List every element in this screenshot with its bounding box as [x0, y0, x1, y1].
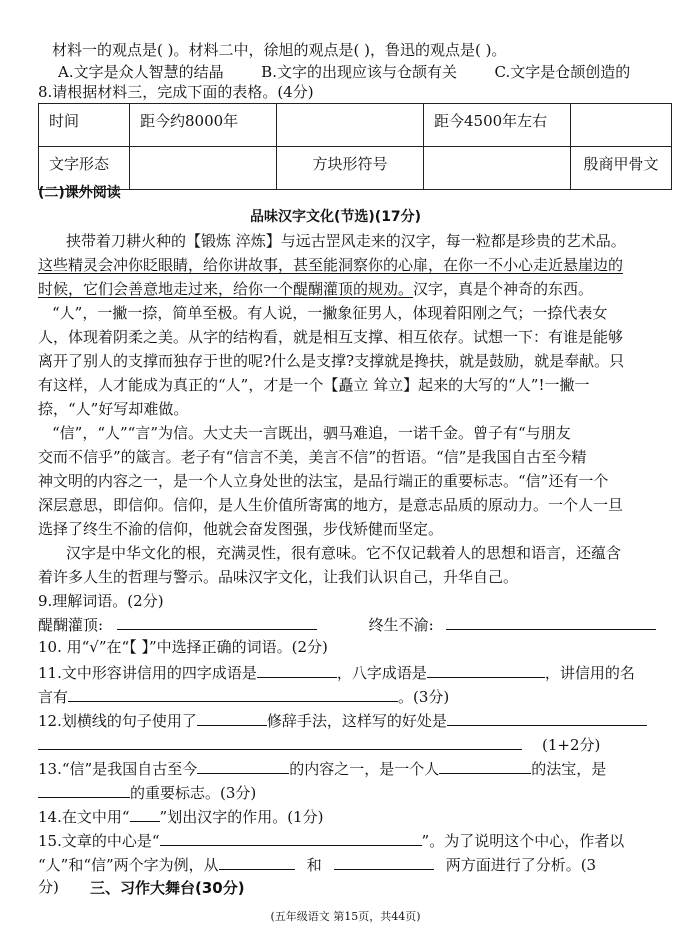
answer-blank[interactable] — [219, 853, 295, 870]
question-text: 的重要标志。(3分) — [130, 784, 257, 802]
table-row — [39, 104, 672, 147]
section-heading: (二)课外阅读 — [38, 185, 121, 201]
paragraph-line: 交而不信乎”的箴言。老子有“信言不美，美言不信”的哲语。“信”是我国自古至今精 — [38, 448, 587, 466]
table-cell: 距今约8000年 — [130, 104, 277, 147]
question-text: 修辞手法，这样写的好处是 — [266, 712, 447, 730]
q8-prompt: 8.请根据材料三，完成下面的表格。(4分) — [38, 83, 314, 101]
word-label: 醍醐灌顶: — [38, 616, 104, 634]
q15-line1 — [38, 829, 624, 851]
paragraph-line: 有这样，人才能成为真正的“人”，才是一个【矗立 耸立】起来的大写的“人”!一撇一 — [38, 376, 590, 394]
paragraph-line: 神文明的内容之一，是一个人立身处世的法宝，是品行端正的重要标志。“信”还有一个 — [38, 472, 609, 490]
article-title: 品味汉字文化(节选)(17分) — [250, 209, 422, 225]
table-cell: 时间 — [39, 104, 130, 147]
paragraph-line: 挟带着刀耕火种的【锻炼 淬炼】与远古罡风走来的汉字，每一粒都是珍贵的艺术品。 — [66, 232, 626, 250]
answer-blank[interactable] — [446, 613, 656, 630]
answer-blank[interactable] — [160, 829, 422, 846]
q13-line1 — [38, 757, 606, 779]
q7-options — [58, 62, 678, 82]
answer-blank[interactable] — [68, 685, 398, 702]
word-label: 终生不渝: — [368, 616, 434, 634]
table-row — [39, 147, 672, 190]
question-text: 13.“信”是我国自古至今 — [38, 760, 198, 778]
table-cell[interactable] — [130, 147, 277, 190]
paragraph-line: 捺，“人”好写却难做。 — [38, 400, 189, 418]
paragraph-line: 离开了别人的支撑而独存于世的呢?什么是支撑?支撑就是搀扶，就是鼓励，就是奉献。只 — [38, 352, 625, 370]
table-cell[interactable] — [424, 147, 571, 190]
score-label: (1+2分) — [542, 736, 601, 754]
question-text: 14.在文中用“ — [38, 808, 130, 826]
section-heading: 三、习作大舞台(30分) — [90, 879, 245, 897]
table-cell: 距今4500年左右 — [424, 104, 571, 147]
paragraph-line: 汉字是中华文化的根，充满灵性，很有意味。它不仅记载着人的思想和语言，还蕴含 — [66, 544, 622, 562]
table-cell: 文字形态 — [39, 147, 130, 190]
sentence: 汉字，真是个神奇的东西。 — [413, 280, 594, 298]
q12-line1 — [38, 709, 647, 731]
answer-blank[interactable] — [117, 613, 317, 630]
paragraph-line: 人，体现着阴柔之美。从字的结构看，就是相互支撑、相互依存。试想一下：有谁是能够 — [38, 328, 624, 346]
question-text: 。(3分) — [398, 688, 450, 706]
q14-line — [38, 805, 323, 827]
question-text: 和 — [306, 856, 322, 874]
question-text: ，讲信用的名 — [544, 664, 635, 682]
q9-prompt: 9.理解词语。(2分) — [38, 592, 164, 610]
q8-table — [38, 103, 672, 190]
question-text: ”。为了说明这个中心，作者以 — [421, 832, 625, 850]
answer-blank[interactable] — [447, 709, 647, 726]
table-cell[interactable] — [277, 104, 424, 147]
question-text: 12.划横线的句子使用了 — [38, 712, 197, 730]
question-text: 15.文章的中心是“ — [38, 832, 160, 850]
question-text: 言有 — [38, 688, 69, 706]
question-text: 两方面进行了分析。(3 — [445, 856, 597, 874]
answer-blank[interactable] — [197, 709, 267, 726]
q15-line2 — [38, 853, 596, 875]
page-footer: (五年级语文 第15页，共44页) — [270, 910, 421, 923]
q9-answers — [38, 613, 656, 635]
paragraph-line: 选择了终生不渝的信仰，他就会奋发图强，步伐矫健而坚定。 — [38, 520, 444, 538]
question-text: 11.文中形容讲信用的四字成语是 — [38, 664, 257, 682]
underlined-sentence: 这些精灵会冲你眨眼睛，给你讲故事，甚至能洞察你的心扉，在你一不小心走近悬崖边的 — [38, 256, 624, 274]
option-c: C.文字是仓颉创造的 — [494, 63, 631, 81]
question-text: “人”和“信”两个字为例，从 — [38, 856, 219, 874]
q11-line1 — [38, 661, 635, 683]
q7-line: 材料一的观点是( )。材料二中，徐旭的观点是( )，鲁迅的观点是( )。 — [52, 41, 507, 59]
question-text: 的内容之一，是一个人 — [289, 760, 440, 778]
answer-blank[interactable] — [38, 781, 130, 798]
underlined-sentence: 时候，它们会善意地走过来，给你一个醍醐灌顶的规劝。 — [38, 280, 414, 298]
table-cell[interactable] — [571, 104, 672, 147]
q15-line3: 分) — [38, 878, 59, 896]
paragraph-line: “信”，“人”“言”为信。大丈夫一言既出，驷马难追，一诺千金。曾子有“与朋友 — [52, 424, 571, 442]
answer-blank[interactable] — [334, 853, 434, 870]
answer-blank[interactable] — [38, 733, 522, 750]
paragraph-line: 深层意思，即信仰。信仰，是人生价值所寄寓的地方，是意志品质的原动力。一个人一旦 — [38, 496, 624, 514]
option-a: A.文字是众人智慧的结晶 — [58, 63, 224, 81]
question-text: ，八字成语是 — [336, 664, 427, 682]
table-cell: 方块形符号 — [277, 147, 424, 190]
answer-blank[interactable] — [427, 661, 545, 678]
question-text: ”划出汉字的作用。(1分) — [159, 808, 324, 826]
q13-line2 — [38, 781, 256, 803]
answer-blank[interactable] — [439, 757, 531, 774]
q10-prompt: 10. 用“√”在“【 】”中选择正确的词语。(2分) — [38, 638, 328, 656]
paragraph-line: 着许多人生的哲理与警示。品味汉字文化，让我们认识自己，升华自己。 — [38, 568, 519, 586]
answer-blank[interactable] — [257, 661, 337, 678]
option-b: B.文字的出现应该与仓颉有关 — [261, 63, 457, 81]
answer-blank[interactable] — [130, 805, 160, 822]
question-text: 的法宝，是 — [531, 760, 607, 778]
paragraph-line — [38, 279, 593, 299]
table-cell: 殷商甲骨文 — [571, 147, 672, 190]
paragraph-line: “人”，一撇一捺，简单至极。有人说，一撇象征男人，体现着阳刚之气；一捺代表女 — [52, 304, 608, 322]
q11-line2 — [38, 685, 449, 707]
q12-line2 — [38, 733, 600, 755]
answer-blank[interactable] — [197, 757, 289, 774]
